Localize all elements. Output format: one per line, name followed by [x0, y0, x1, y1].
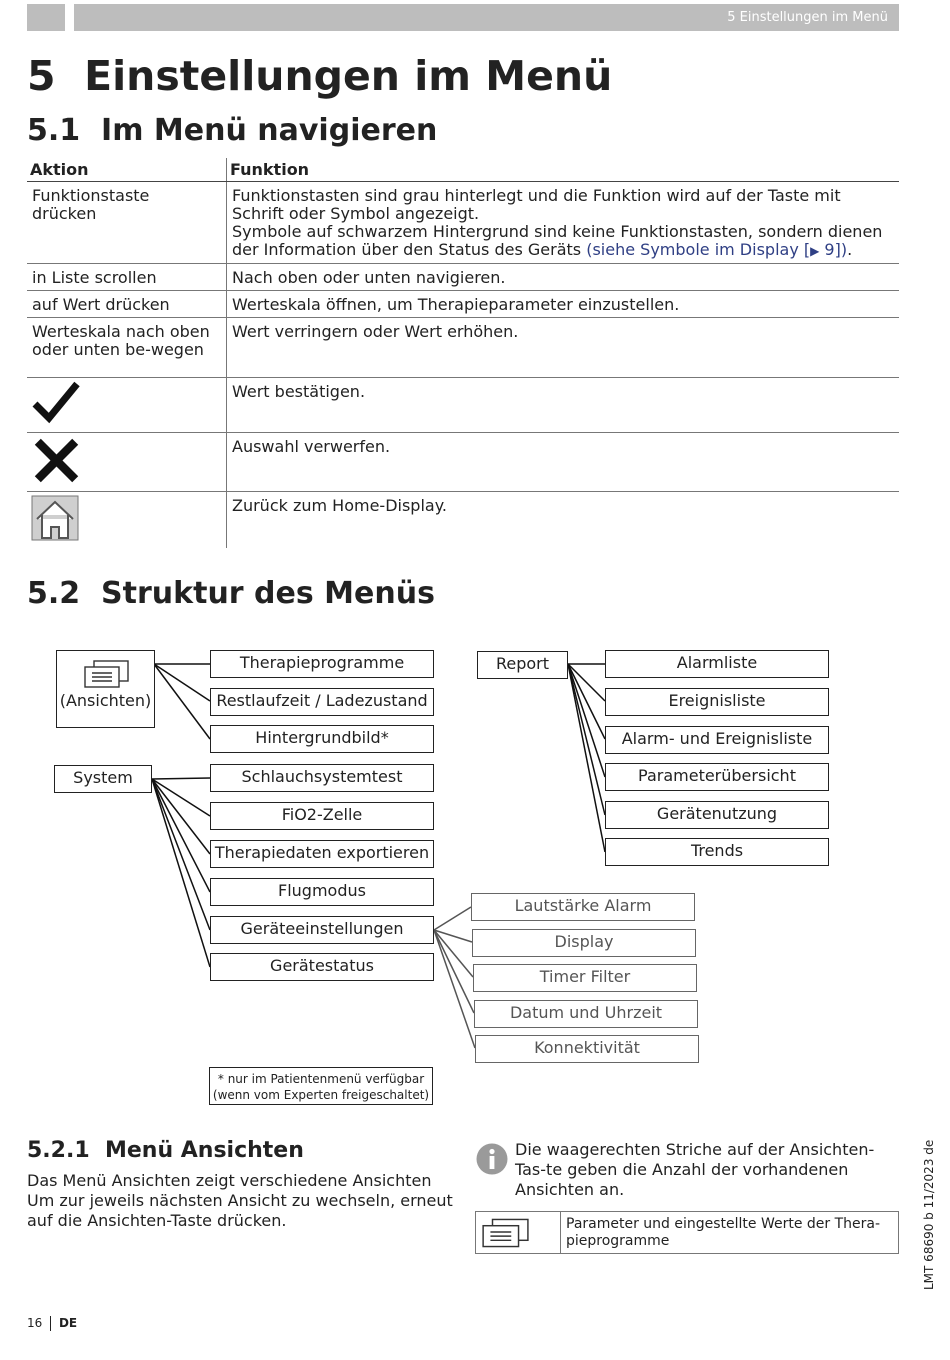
submenu-node: Timer Filter	[473, 964, 697, 992]
menu-node: Alarmliste	[605, 650, 829, 678]
report-menu-node: Report	[477, 651, 568, 679]
menu-node: Gerätenutzung	[605, 801, 829, 829]
views-info-table-text: Parameter und eingestellte Werte der Thera-pieprogramme	[566, 1216, 881, 1249]
subsection-title-text: Menü Ansichten	[104, 1138, 304, 1163]
table-cell-function: Nach oben oder unten navigieren.	[227, 264, 900, 291]
menu-node: Restlaufzeit / Ladezustand	[210, 688, 434, 716]
cross-reference-link[interactable]: (siehe Symbole im Display [▶ 9])	[586, 240, 848, 259]
menu-node: Parameterübersicht	[605, 763, 829, 791]
table-cell-action: Werteskala nach oben oder unten be-wegen	[27, 318, 227, 378]
function-text: Symbole auf schwarzem Hintergrund sind keine Funktionstasten, sondern dienen der Information über den Status des Geräts	[232, 222, 883, 259]
views-info-table-icon-cell	[476, 1212, 561, 1253]
subsection-text: Das Menü Ansichten zeigt verschiedene Ansichten Um zur jeweils nächsten Ansicht zu wechseln, erneut auf die Ansichten-Taste drücken.	[27, 1171, 453, 1230]
table-header-funktion: Funktion	[227, 158, 900, 182]
menu-node: Flugmodus	[210, 878, 434, 906]
subsection-title	[27, 1138, 304, 1163]
section-number: 5.2	[27, 576, 81, 611]
submenu-node: Datum und Uhrzeit	[474, 1000, 698, 1028]
footnote-line: (wenn vom Experten freigeschaltet)	[212, 1088, 430, 1102]
running-title: 5 Einstellungen im Menü	[727, 10, 888, 25]
info-text: Die waagerechten Striche auf der Ansichten-Tas-te geben die Anzahl der vorhandenen Ansichten an.	[515, 1140, 875, 1199]
table-cell-function: Funktionstasten sind grau hinterlegt und die Funktion wird auf der Taste mit Schrift oder Symbol angezeigt. Symbole auf schwarzem Hintergrund sind keine Funktionstasten, sondern dienen der Information über den Status des Geräts (siehe Symbole im Display [▶ 9]).	[227, 182, 900, 264]
menu-node: Alarm- und Ereignisliste	[605, 726, 829, 754]
table-cell-function: Wert bestätigen.	[227, 378, 900, 433]
function-text: Funktionstasten sind grau hinterlegt und die Funktion wird auf der Taste mit Schrift oder Symbol angezeigt.	[232, 186, 841, 223]
menu-node: Therapieprogramme	[210, 650, 434, 678]
submenu-node: Konnektivität	[475, 1035, 699, 1063]
footer-divider	[50, 1316, 51, 1331]
menu-node: FiO2-Zelle	[210, 802, 434, 830]
table-cell-function: Werteskala öffnen, um Therapieparameter einzustellen.	[227, 291, 900, 318]
table-cell-function: Auswahl verwerfen.	[227, 433, 900, 492]
table-cell-function: Zurück zum Home-Display.	[232, 496, 447, 515]
section-title-text: Struktur des Menüs	[101, 576, 435, 611]
menu-node: Geräteeinstellungen	[210, 916, 434, 944]
views-icon	[82, 658, 130, 690]
submenu-node: Lautstärke Alarm	[471, 893, 695, 921]
submenu-node: Display	[472, 929, 696, 957]
system-menu-node: System	[54, 765, 152, 793]
table-cell-function: Wert verringern oder Wert erhöhen.	[227, 318, 900, 378]
chapter-title-text: Einstellungen im Menü	[84, 52, 613, 100]
menu-node: Ereignisliste	[605, 688, 829, 716]
menu-node: Hintergrundbild*	[210, 725, 434, 753]
views-info-table	[475, 1211, 899, 1254]
page-footer	[27, 1316, 77, 1331]
ansichten-menu-node	[56, 650, 155, 728]
table-cell-action: auf Wert drücken	[27, 291, 227, 318]
menu-node: Therapiedaten exportieren	[210, 840, 434, 868]
document-id: LMT 68690 b 11/2023 de	[922, 1139, 936, 1290]
subsection-number: 5.2.1	[27, 1138, 90, 1163]
views-icon	[480, 1216, 530, 1250]
footnote-line: * nur im Patientenmenü verfügbar	[217, 1072, 425, 1086]
section-number: 5.1	[27, 113, 81, 148]
info-icon	[476, 1143, 508, 1175]
table-cell-action: in Liste scrollen	[27, 264, 227, 291]
menu-node: Trends	[605, 838, 829, 866]
table-cell-action: Funktionstaste drücken	[27, 182, 227, 264]
chapter-number: 5	[27, 52, 56, 100]
menu-node: Gerätestatus	[210, 953, 434, 981]
page-number: 16	[27, 1316, 43, 1330]
table-header-aktion: Aktion	[27, 158, 227, 182]
ansichten-label: (Ansichten)	[59, 691, 152, 710]
footnote-box	[209, 1067, 433, 1105]
language-code: DE	[58, 1316, 78, 1330]
section-title-text: Im Menü navigieren	[101, 113, 438, 148]
menu-node: Schlauchsystemtest	[210, 764, 434, 792]
